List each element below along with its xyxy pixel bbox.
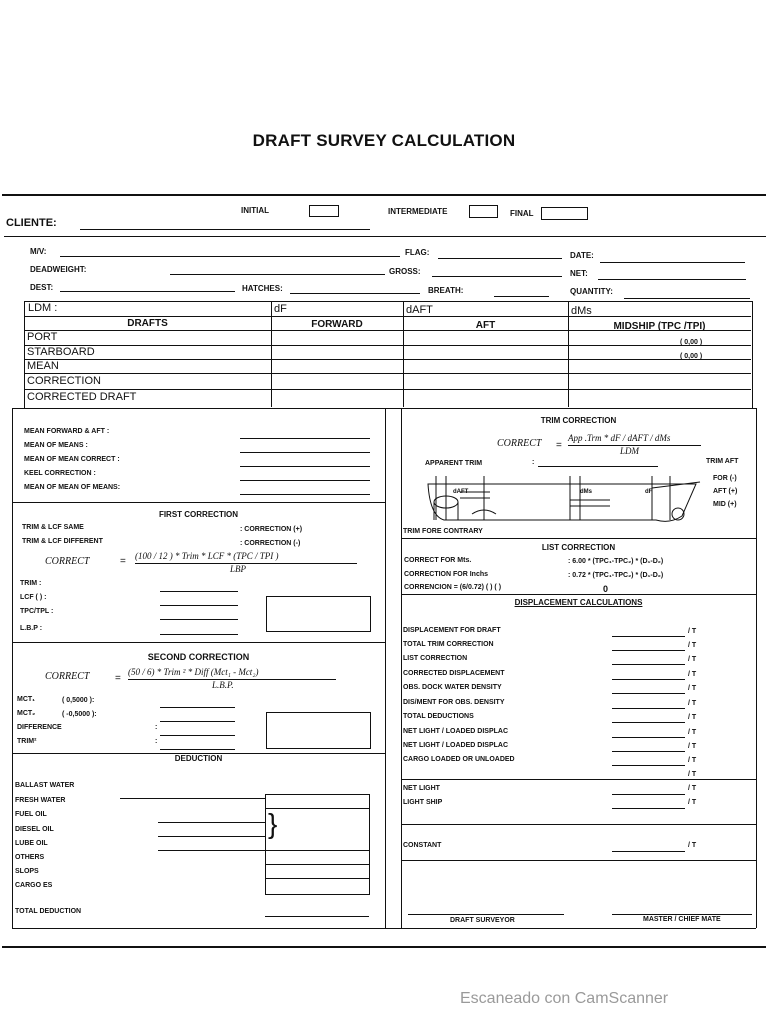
trim-squared-field[interactable] (160, 749, 235, 750)
final-checkbox[interactable] (541, 207, 588, 220)
cliente-label: CLIENTE: (6, 217, 57, 229)
second-correction-numerator: (50 / 6) * Trim ² * Diff (Mct₁ - Mct₂) (128, 667, 259, 677)
fc-trim: TRIM : (20, 580, 42, 587)
header-divider (4, 236, 766, 237)
disp-field-5[interactable] (612, 708, 685, 709)
light-ship-label: LIGHT SHIP (403, 799, 443, 806)
row-corrected-draft: CORRECTED DRAFT (27, 391, 137, 403)
master-signature-line[interactable] (612, 914, 752, 915)
mean-forward-aft-field[interactable] (240, 438, 370, 439)
deduction-title: DEDUCTION (174, 754, 223, 763)
disp-item-7: NET LIGHT / LOADED DISPLAC (403, 728, 508, 735)
disp-field-8[interactable] (612, 751, 685, 752)
trim-correction-title: TRIM CORRECTION (540, 416, 617, 425)
date-label: DATE: (570, 251, 594, 260)
fc-tpc-field[interactable] (160, 619, 238, 620)
dms-label: dMs (571, 305, 592, 317)
ded-fresh: FRESH WATER (15, 797, 66, 804)
fc-lcf-field[interactable] (160, 605, 238, 606)
ship-diagram (420, 470, 710, 526)
breath-field[interactable] (494, 296, 549, 297)
second-correction-title: SECOND CORRECTION (147, 652, 250, 662)
correncion-label: CORRENCION = (6/0.72) ( ) ( ) (404, 584, 502, 591)
second-correct-label: CORRECT (45, 671, 90, 682)
col-aft: AFT (475, 320, 496, 331)
mean-forward-aft: MEAN FORWARD & AFT : (24, 428, 110, 435)
col-drafts: DRAFTS (127, 318, 168, 329)
disp-field-4[interactable] (612, 693, 685, 694)
initial-checkbox[interactable] (309, 205, 339, 217)
net-label: NET: (570, 269, 588, 278)
disp-item-9: CARGO LOADED OR UNLOADED (403, 756, 515, 763)
trim-correct-label: CORRECT (497, 438, 542, 449)
row-port: PORT (27, 331, 58, 343)
row-mean: MEAN (27, 360, 59, 372)
trim-aft-label: TRIM AFT (706, 458, 739, 465)
trim-lcf-same: TRIM & LCF SAME (22, 524, 84, 531)
ded-cargo: CARGO ES (15, 882, 53, 889)
mean-of-mean-of-means: MEAN OF MEAN OF MEANS: (24, 484, 121, 491)
disp-field-0[interactable] (612, 636, 685, 637)
draft-surveyor-label: DRAFT SURVEYOR (450, 917, 515, 924)
dest-label: DEST: (30, 283, 54, 292)
second-correction-result-box[interactable] (266, 712, 371, 749)
first-correction-result-box[interactable] (266, 596, 371, 632)
total-deduction-label: TOTAL DEDUCTION (15, 908, 82, 915)
dms-diagram-label: dMs (580, 489, 592, 495)
net-light-field[interactable] (612, 794, 685, 795)
deadweight-field[interactable] (170, 274, 385, 275)
displacement-title: DISPLACEMENT CALCULATIONS (514, 598, 643, 607)
correct-for-mts: CORRECT FOR Mts. (404, 557, 472, 564)
row-correction: CORRECTION (27, 375, 101, 387)
gross-label: GROSS: (389, 267, 421, 276)
flag-field[interactable] (438, 258, 562, 259)
trim-squared-label: TRIM² (17, 738, 37, 745)
mct2-field[interactable] (160, 721, 235, 722)
mean-of-means-field[interactable] (240, 452, 370, 453)
apparent-trim-field[interactable] (538, 466, 658, 467)
disp-item-3: CORRECTED DISPLACEMENT (403, 670, 505, 677)
first-correct-label: CORRECT (45, 556, 90, 567)
disp-item-1: TOTAL TRIM CORRECTION (403, 641, 494, 648)
col-forward: FORWARD (311, 319, 363, 330)
total-deduction-field[interactable] (265, 916, 369, 917)
difference-label: DIFFERENCE (17, 724, 62, 731)
trim-correction-numerator: App .Trm * dF / dAFT / dMs (568, 433, 671, 443)
ded-ballast: BALLAST WATER (15, 782, 75, 789)
trim-correction-denominator: LDM (620, 446, 640, 456)
df-diagram-label: dF (645, 489, 653, 495)
keel-correction: KEEL CORRECTION : (24, 470, 96, 477)
difference-field[interactable] (160, 735, 235, 736)
intermediate-checkbox[interactable] (469, 205, 498, 218)
net-field[interactable] (598, 279, 746, 280)
fc-tpc: TPC/TPL : (20, 608, 54, 615)
date-field[interactable] (600, 262, 745, 263)
trim-lcf-different: TRIM & LCF DIFFERENT (22, 538, 103, 545)
hatches-field[interactable] (290, 293, 420, 294)
col-midship: MIDSHIP (TPC /TPI) (613, 321, 706, 332)
mv-field[interactable] (60, 256, 400, 257)
for-label: FOR (-) (713, 475, 737, 482)
mct2-label: MCT₂ (17, 710, 36, 717)
gross-field[interactable] (432, 276, 562, 277)
fc-lcf: LCF ( ) : (20, 594, 47, 601)
mts-formula: : 6.00 * (TPC₁-TPC₂) * (D₁-D₂) (568, 558, 664, 565)
fc-lbp-field[interactable] (160, 634, 238, 635)
dest-field[interactable] (60, 291, 235, 292)
ded-fuel: FUEL OIL (15, 811, 47, 818)
breath-label: BREATH: (428, 286, 464, 295)
list-correction-title: LIST CORRECTION (541, 543, 616, 552)
first-correction-numerator: (100 / 12 ) * Trim * LCF * (TPC / TPI ) (135, 551, 279, 561)
apparent-trim-label: APPARENT TRIM (425, 460, 483, 467)
light-ship-field[interactable] (612, 808, 685, 809)
disp-field-1[interactable] (612, 650, 685, 651)
mid-label: MID (+) (713, 501, 737, 508)
disp-field-7[interactable] (612, 737, 685, 738)
disp-field-6[interactable] (612, 722, 685, 723)
mct1-value: ( 0,5000 ): (62, 697, 95, 704)
disp-field-9[interactable] (612, 765, 685, 766)
final-label: FINAL (510, 209, 534, 218)
constant-field[interactable] (612, 851, 685, 852)
disp-item-0: DISPLACEMENT FOR DRAFT (403, 627, 501, 634)
hatches-label: HATCHES: (242, 284, 283, 293)
ded-others: OTHERS (15, 854, 45, 861)
df-label: dF (274, 303, 287, 315)
quantity-field[interactable] (624, 298, 750, 299)
correction-minus: : CORRECTION (-) (240, 540, 301, 547)
brace-icon: } (268, 808, 278, 839)
fuel-field[interactable] (158, 822, 265, 823)
keel-correction-field[interactable] (240, 480, 370, 481)
diesel-field[interactable] (158, 836, 265, 837)
mean-of-mean-correct-field[interactable] (240, 466, 370, 467)
trim-fore-contrary: TRIM FORE CONTRARY (403, 528, 483, 535)
ded-slops: SLOPS (15, 868, 39, 875)
daft-label: dAFT (406, 304, 433, 316)
fc-trim-field[interactable] (160, 591, 238, 592)
first-correction-title: FIRST CORRECTION (158, 510, 239, 519)
midship-port-value: ( 0,00 ) (680, 339, 703, 346)
flag-label: FLAG: (405, 248, 430, 257)
mv-label: M/V: (30, 247, 47, 256)
midship-starboard-value: ( 0,00 ) (680, 353, 703, 360)
correction-for-inchs: CORRECTION FOR Inchs (404, 571, 489, 578)
correction-plus: : CORRECTION (+) (240, 526, 303, 533)
surveyor-signature-line[interactable] (408, 914, 564, 915)
first-correction-denominator: LBP (230, 564, 247, 574)
disp-item-5: DIS/MENT FOR OBS. DENSITY (403, 699, 505, 706)
constant-label: CONSTANT (403, 842, 442, 849)
ded-lube: LUBE OIL (15, 840, 48, 847)
page-title: DRAFT SURVEY CALCULATION (252, 131, 516, 150)
aft-label: AFT (+) (713, 488, 738, 495)
disp-item-2: LIST CORRECTION (403, 655, 468, 662)
disp-field-3[interactable] (612, 679, 685, 680)
ballast-field[interactable] (120, 798, 265, 799)
second-correction-denominator: L.B.P. (212, 680, 234, 690)
mct1-field[interactable] (160, 707, 235, 708)
inch-formula: : 0.72 * (TPC₁-TPC₂) * (D₁-D₂) (568, 572, 664, 579)
disp-item-6: TOTAL DEDUCTIONS (403, 713, 474, 720)
cliente-field[interactable] (80, 229, 370, 230)
daft-diagram-label: dAFT (453, 489, 469, 495)
list-correction-result: 0 (603, 584, 609, 594)
deadweight-label: DEADWEIGHT: (30, 265, 87, 274)
disp-item-4: OBS. DOCK WATER DENSITY (403, 684, 502, 691)
disp-field-2[interactable] (612, 664, 685, 665)
mct2-value: ( -0,5000 ): (62, 711, 97, 718)
ldm-label: LDM : (28, 302, 58, 314)
intermediate-label: INTERMEDIATE (388, 207, 448, 216)
fc-lbp: L.B.P : (20, 625, 43, 632)
quantity-label: QUANTITY: (570, 287, 613, 296)
mean-of-mean-correct: MEAN OF MEAN CORRECT : (24, 456, 120, 463)
net-light-label: NET LIGHT (403, 785, 440, 792)
mct1-label: MCT₁ (17, 696, 36, 703)
disp-item-8: NET LIGHT / LOADED DISPLAC (403, 742, 508, 749)
camscanner-watermark: Escaneado con CamScanner (460, 990, 669, 1007)
mean-of-means: MEAN OF MEANS : (24, 442, 88, 449)
master-chief-mate-label: MASTER / CHIEF MATE (643, 916, 721, 923)
initial-label: INITIAL (241, 206, 269, 215)
lube-field[interactable] (158, 850, 265, 851)
row-starboard: STARBOARD (27, 346, 95, 358)
deduction-values-box[interactable] (265, 794, 370, 895)
mean-of-mean-of-means-field[interactable] (240, 494, 370, 495)
ded-diesel: DIESEL OIL (15, 826, 54, 833)
